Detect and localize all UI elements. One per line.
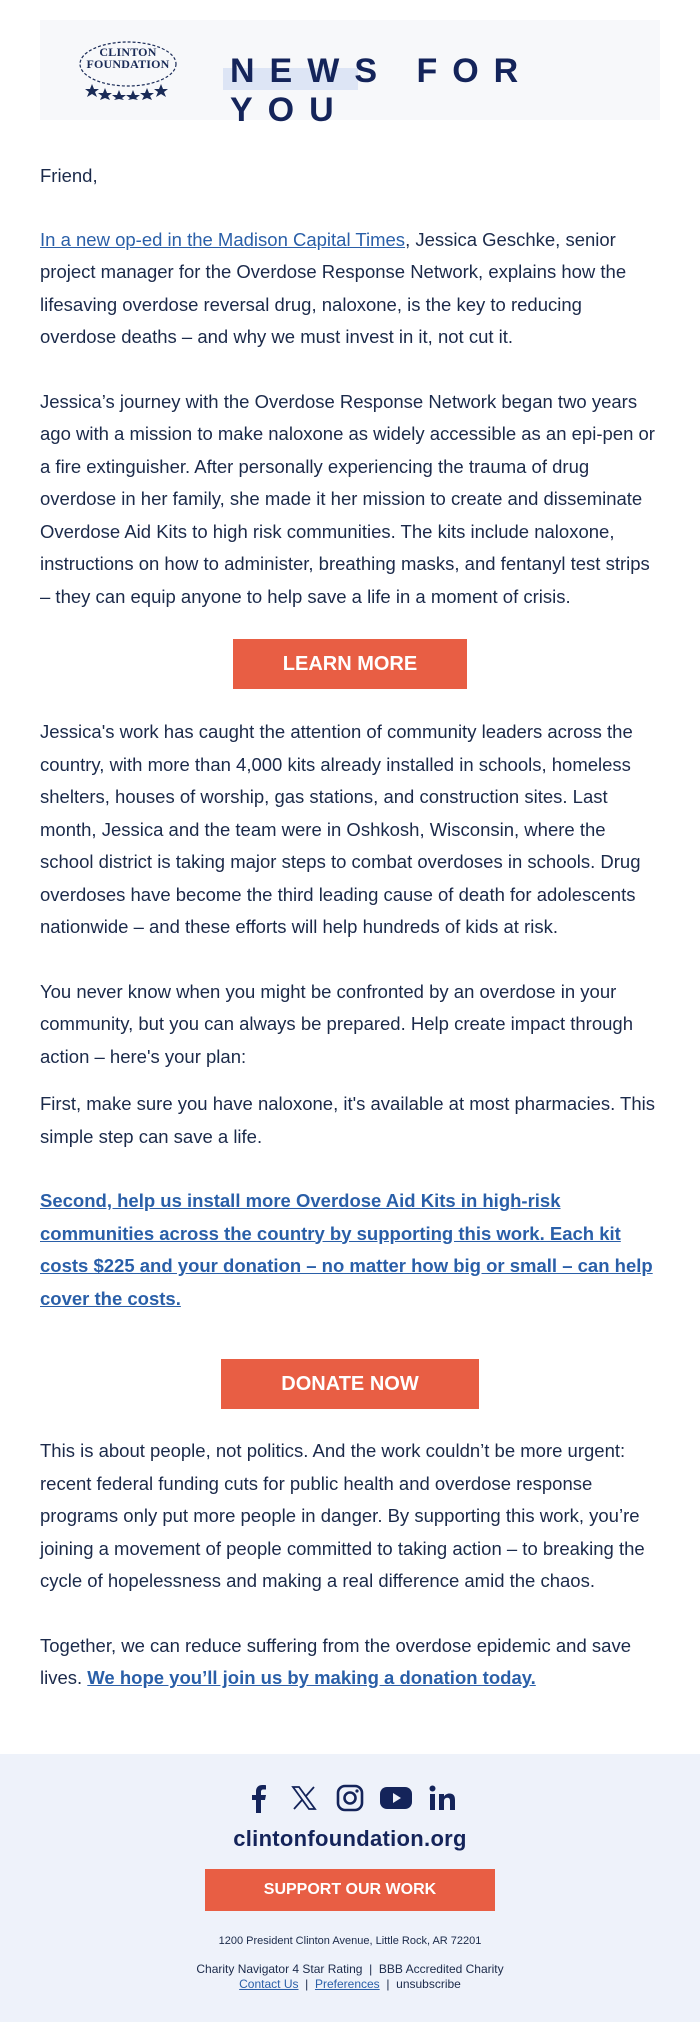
header-banner (40, 20, 660, 129)
paragraph-community: Jessica's work has caught the attention of community leaders across the country, with more than 4,000 kits already installed in schools, homeless shelters, houses of worship, gas stations, and construction sites. Last month, Jessica and the team were in Oshkosh, Wisconsin, where the school district is taking major steps to combat overdoses in schools. Drug overdoses have become the third leading cause of death for adolescents nationwide – and these efforts will help hundreds of kids at risk. (40, 721, 641, 937)
op-ed-link[interactable]: In a new op-ed in the Madison Capital Times (40, 228, 406, 250)
logo-line2: FOUNDATION (86, 57, 170, 71)
support-our-work-button[interactable]: SUPPORT OUR WORK (205, 1869, 495, 1911)
paragraph-op-ed (40, 224, 660, 354)
paragraph-prepared: You never know when you might be confronted by an overdose in your community, but you can always be prepared. Help create impact through action – here's your plan: (40, 980, 633, 1067)
unsubscribe-link[interactable]: unsubscribe (396, 1977, 461, 1991)
separator: | (386, 1977, 390, 1991)
donate-now-button[interactable]: DONATE NOW (221, 1359, 479, 1409)
footer (0, 1754, 700, 2022)
donate-now-wrapper (40, 1359, 660, 1409)
paragraph-journey: Jessica’s journey with the Overdose Response Network began two years ago with a mission to make naloxone as widely accessible as an epi-pen or a fire extinguisher. After personally experiencing the trauma of drug overdose in her family, she made it her mission to create and disseminate Overdose Aid Kits to high risk communities. The kits include naloxone, instructions on how to administer, breathing masks, and fentanyl test strips – they can equip anyone to help save a life in a moment of crisis. (40, 390, 655, 607)
logo-line1: CLINTON (99, 45, 157, 59)
contact-us-link[interactable]: Contact Us (239, 1977, 299, 1991)
separator: | (305, 1977, 309, 1991)
closing-text: Together, we can reduce suffering from the overdose epidemic and save lives. (40, 1634, 631, 1688)
linkedin-icon[interactable] (426, 1782, 458, 1814)
separator: | (369, 1962, 373, 1976)
paragraph-closing (40, 1630, 660, 1695)
social-links (0, 1782, 700, 1814)
logo-text (78, 46, 178, 70)
youtube-icon[interactable] (380, 1782, 412, 1814)
paragraph-urgency: This is about people, not politics. And the work couldn’t be more urgent: recent federal funding cuts for public health and overdose response programs only put more people in danger. By supporting this work, you’re joining a movement of people committed to taking action – to breaking the cycle of hopelessness and making a real difference amid the chaos. (40, 1440, 645, 1591)
paragraph-donate-link (40, 1185, 660, 1315)
donation-today-link[interactable]: We hope you’ll join us by making a donation today. (87, 1667, 536, 1688)
learn-more-wrapper (40, 639, 660, 689)
support-work-link[interactable]: Second, help us install more Overdose Aid Kits in high-risk communities across the country by supporting this work. Each kit costs $225 and your donation – no matter how big or small – can help cover the costs. (40, 1190, 653, 1309)
bbb-accreditation: BBB Accredited Charity (378, 1962, 504, 1976)
footer-links (0, 1977, 700, 1991)
paragraph-op-ed-text: , Jessica Geschke, senior project manager for the Overdose Response Network, explains how the lifesaving overdose reversal drug, naloxone, is the key to reducing overdose deaths – and why we must invest in it, not cut it. (40, 228, 627, 347)
facebook-icon[interactable] (242, 1782, 274, 1814)
learn-more-button[interactable]: LEARN MORE (233, 639, 467, 689)
email-body (40, 160, 660, 1695)
mailing-address: 1200 President Clinton Avenue, Little Rock, AR 72201 (218, 1935, 482, 1947)
preferences-link[interactable]: Preferences (314, 1977, 380, 1991)
paragraph-naloxone: First, make sure you have naloxone, it's available at most pharmacies. This simple step can save a life. (40, 1093, 655, 1147)
instagram-icon[interactable] (334, 1782, 366, 1814)
x-icon[interactable] (288, 1782, 320, 1814)
greeting: Friend, (40, 165, 98, 186)
charity-ratings (0, 1962, 700, 1976)
newsletter-title: NEWS FOR YOU (230, 52, 534, 129)
charity-navigator-rating: Charity Navigator 4 Star Rating (196, 1962, 363, 1976)
website-link[interactable]: clintonfoundation.org (233, 1826, 467, 1851)
clinton-foundation-logo[interactable] (78, 40, 178, 100)
